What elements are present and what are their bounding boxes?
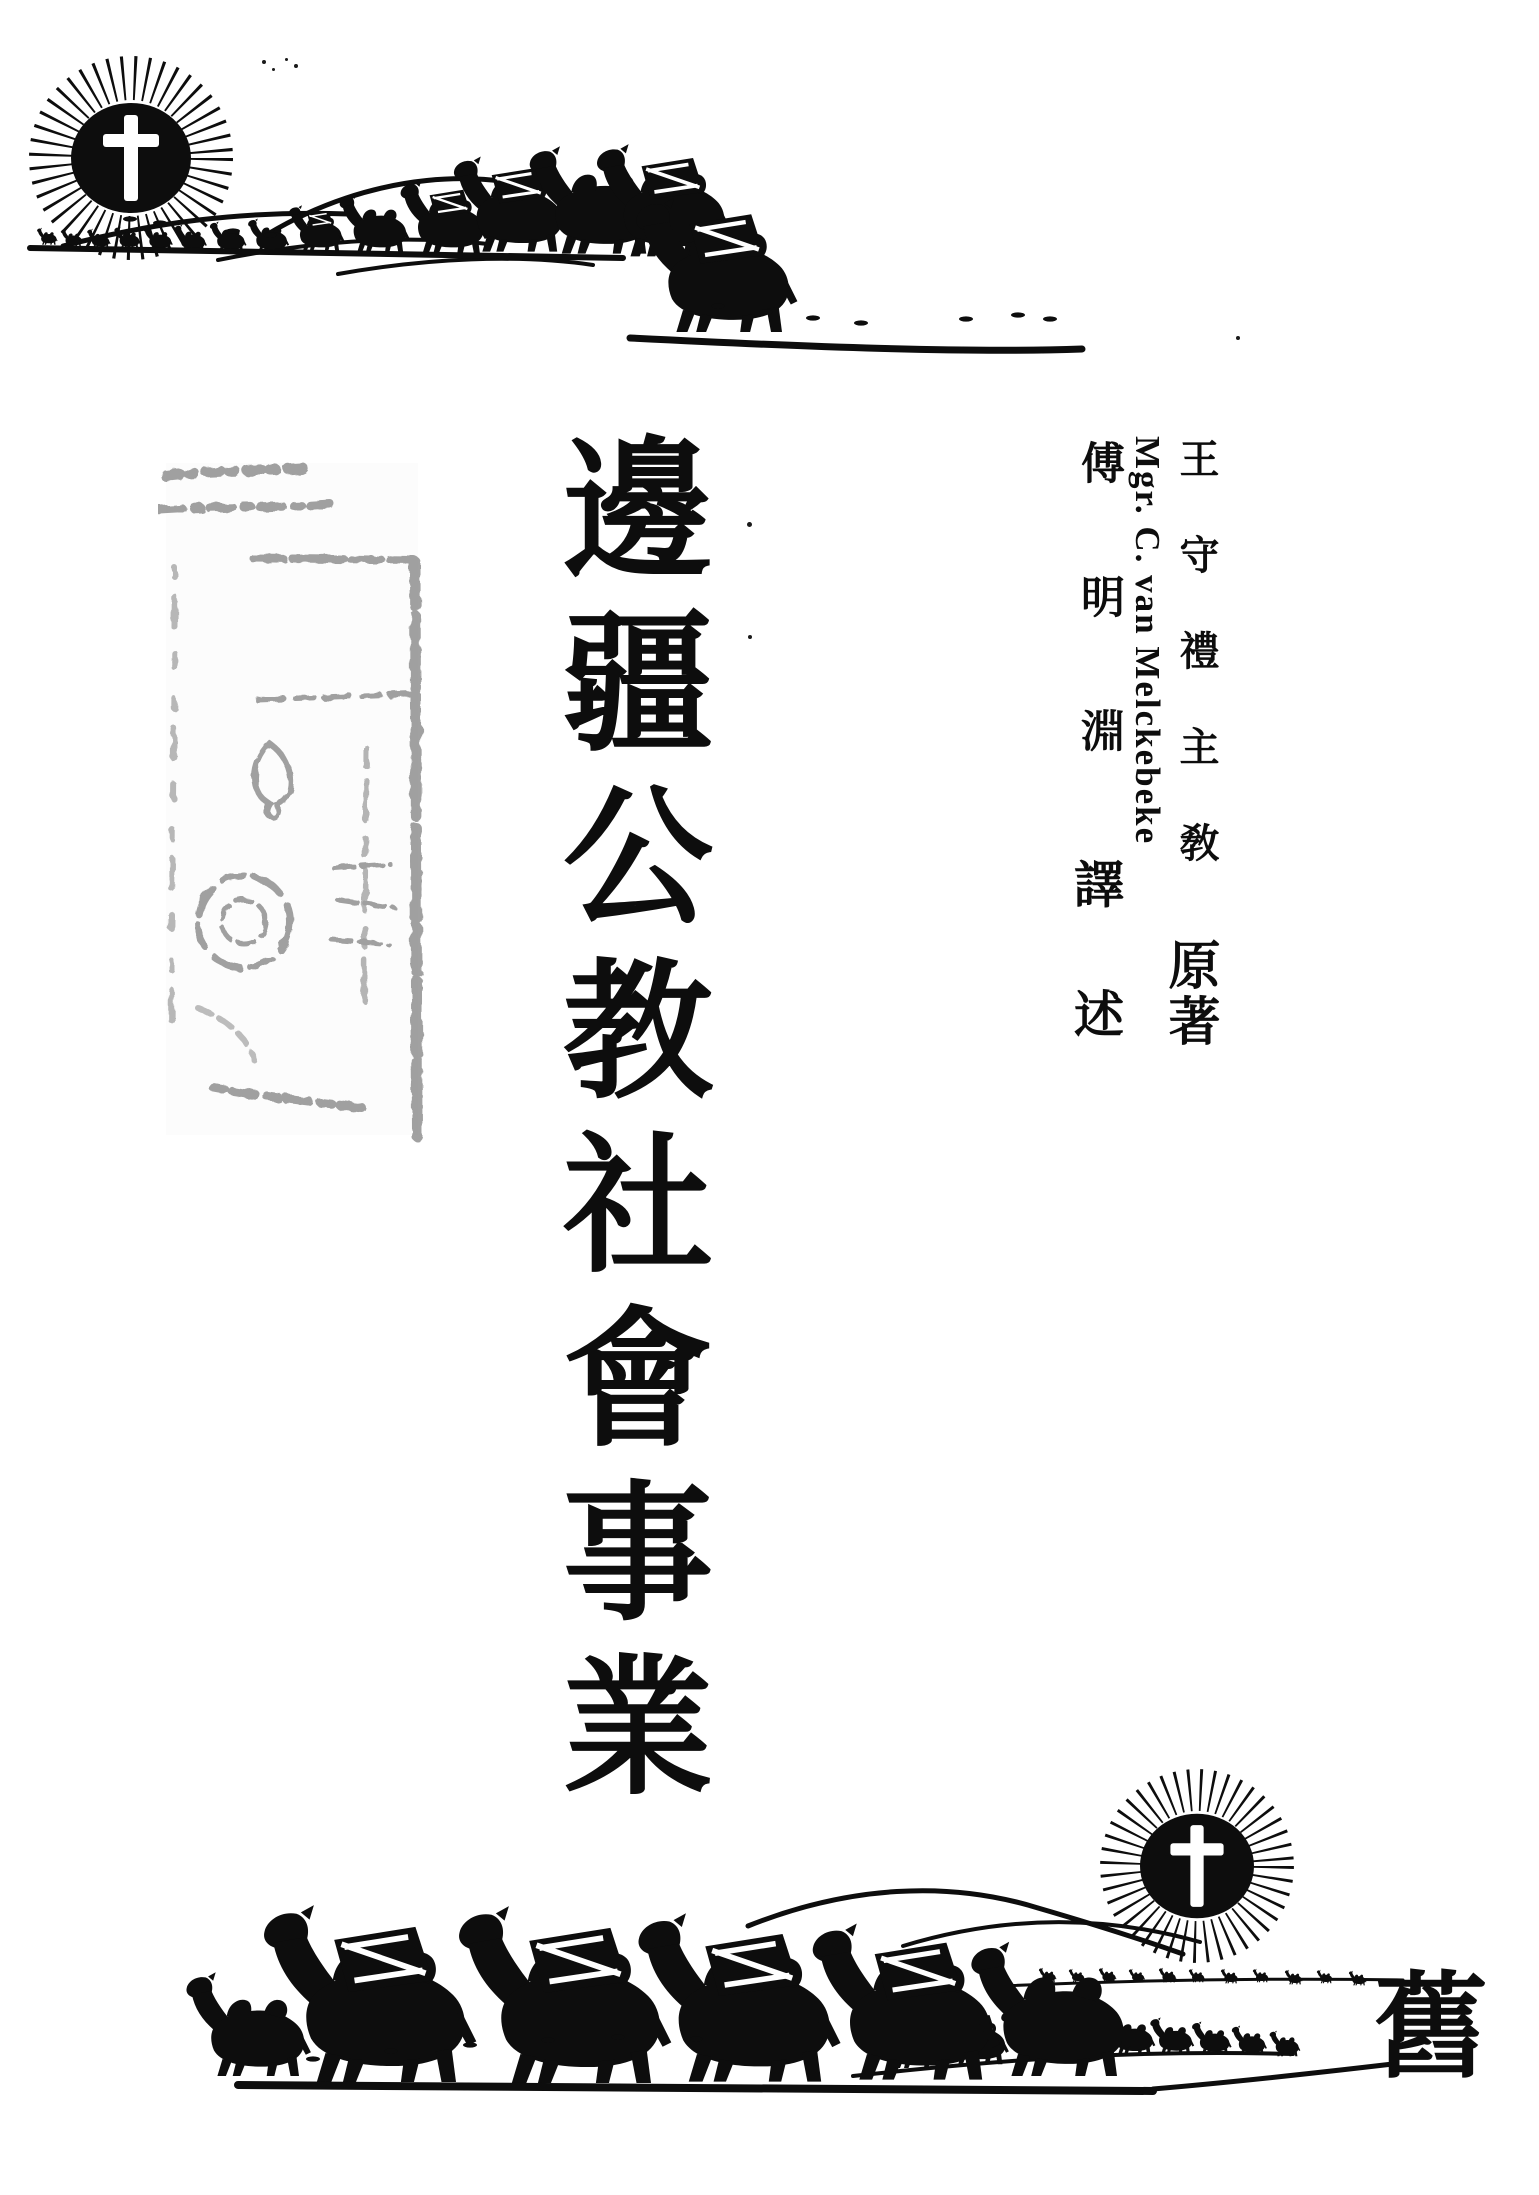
book-title: 邊疆公教社會事業 bbox=[540, 430, 706, 1822]
scan-speck bbox=[272, 68, 275, 71]
camel-silhouette bbox=[1150, 2017, 1194, 2054]
pack-camel-silhouette bbox=[639, 1913, 841, 2081]
author-role-label: 原著 bbox=[1160, 938, 1217, 1050]
radiant-cross-icon bbox=[1121, 1790, 1273, 1942]
seal-stain bbox=[166, 463, 418, 1135]
camel-silhouette bbox=[1232, 2026, 1267, 2055]
author-name-chinese: 王守禮主敎 bbox=[1174, 438, 1219, 918]
scan-speck bbox=[285, 58, 288, 61]
camel-silhouette bbox=[210, 222, 247, 253]
camel-silhouette bbox=[1099, 1968, 1117, 1983]
camel-silhouette bbox=[144, 226, 173, 250]
ground-lines bbox=[30, 248, 1082, 350]
corner-label-old: 舊 bbox=[1374, 1965, 1489, 2092]
bottom-caravan-illustration bbox=[148, 1758, 1539, 2123]
camel-silhouette bbox=[1317, 1970, 1333, 1983]
camel-silhouette bbox=[1285, 1970, 1303, 1985]
camel-silhouette bbox=[37, 228, 57, 245]
camel-silhouette bbox=[340, 194, 410, 253]
radiant-cross-icon bbox=[51, 78, 211, 238]
camel-silhouette bbox=[1221, 1969, 1239, 1984]
pack-camel-silhouette bbox=[459, 1906, 671, 2083]
scan-speck bbox=[294, 64, 298, 68]
translator-role-label: 譯述 bbox=[1067, 858, 1123, 1118]
scan-speck bbox=[262, 60, 266, 64]
scan-speck bbox=[747, 522, 752, 527]
top-caravan-illustration bbox=[18, 38, 1100, 368]
translator-name-chinese: 傅明淵 bbox=[1074, 440, 1123, 842]
camel-silhouette bbox=[186, 1972, 310, 2076]
author-name-latin: Mgr. C. van Melckebeke bbox=[1128, 436, 1167, 846]
scan-speck bbox=[748, 635, 752, 639]
camel-silhouette bbox=[1192, 2021, 1232, 2054]
library-seal-stamp bbox=[158, 448, 430, 1148]
scan-speck bbox=[1236, 336, 1240, 340]
